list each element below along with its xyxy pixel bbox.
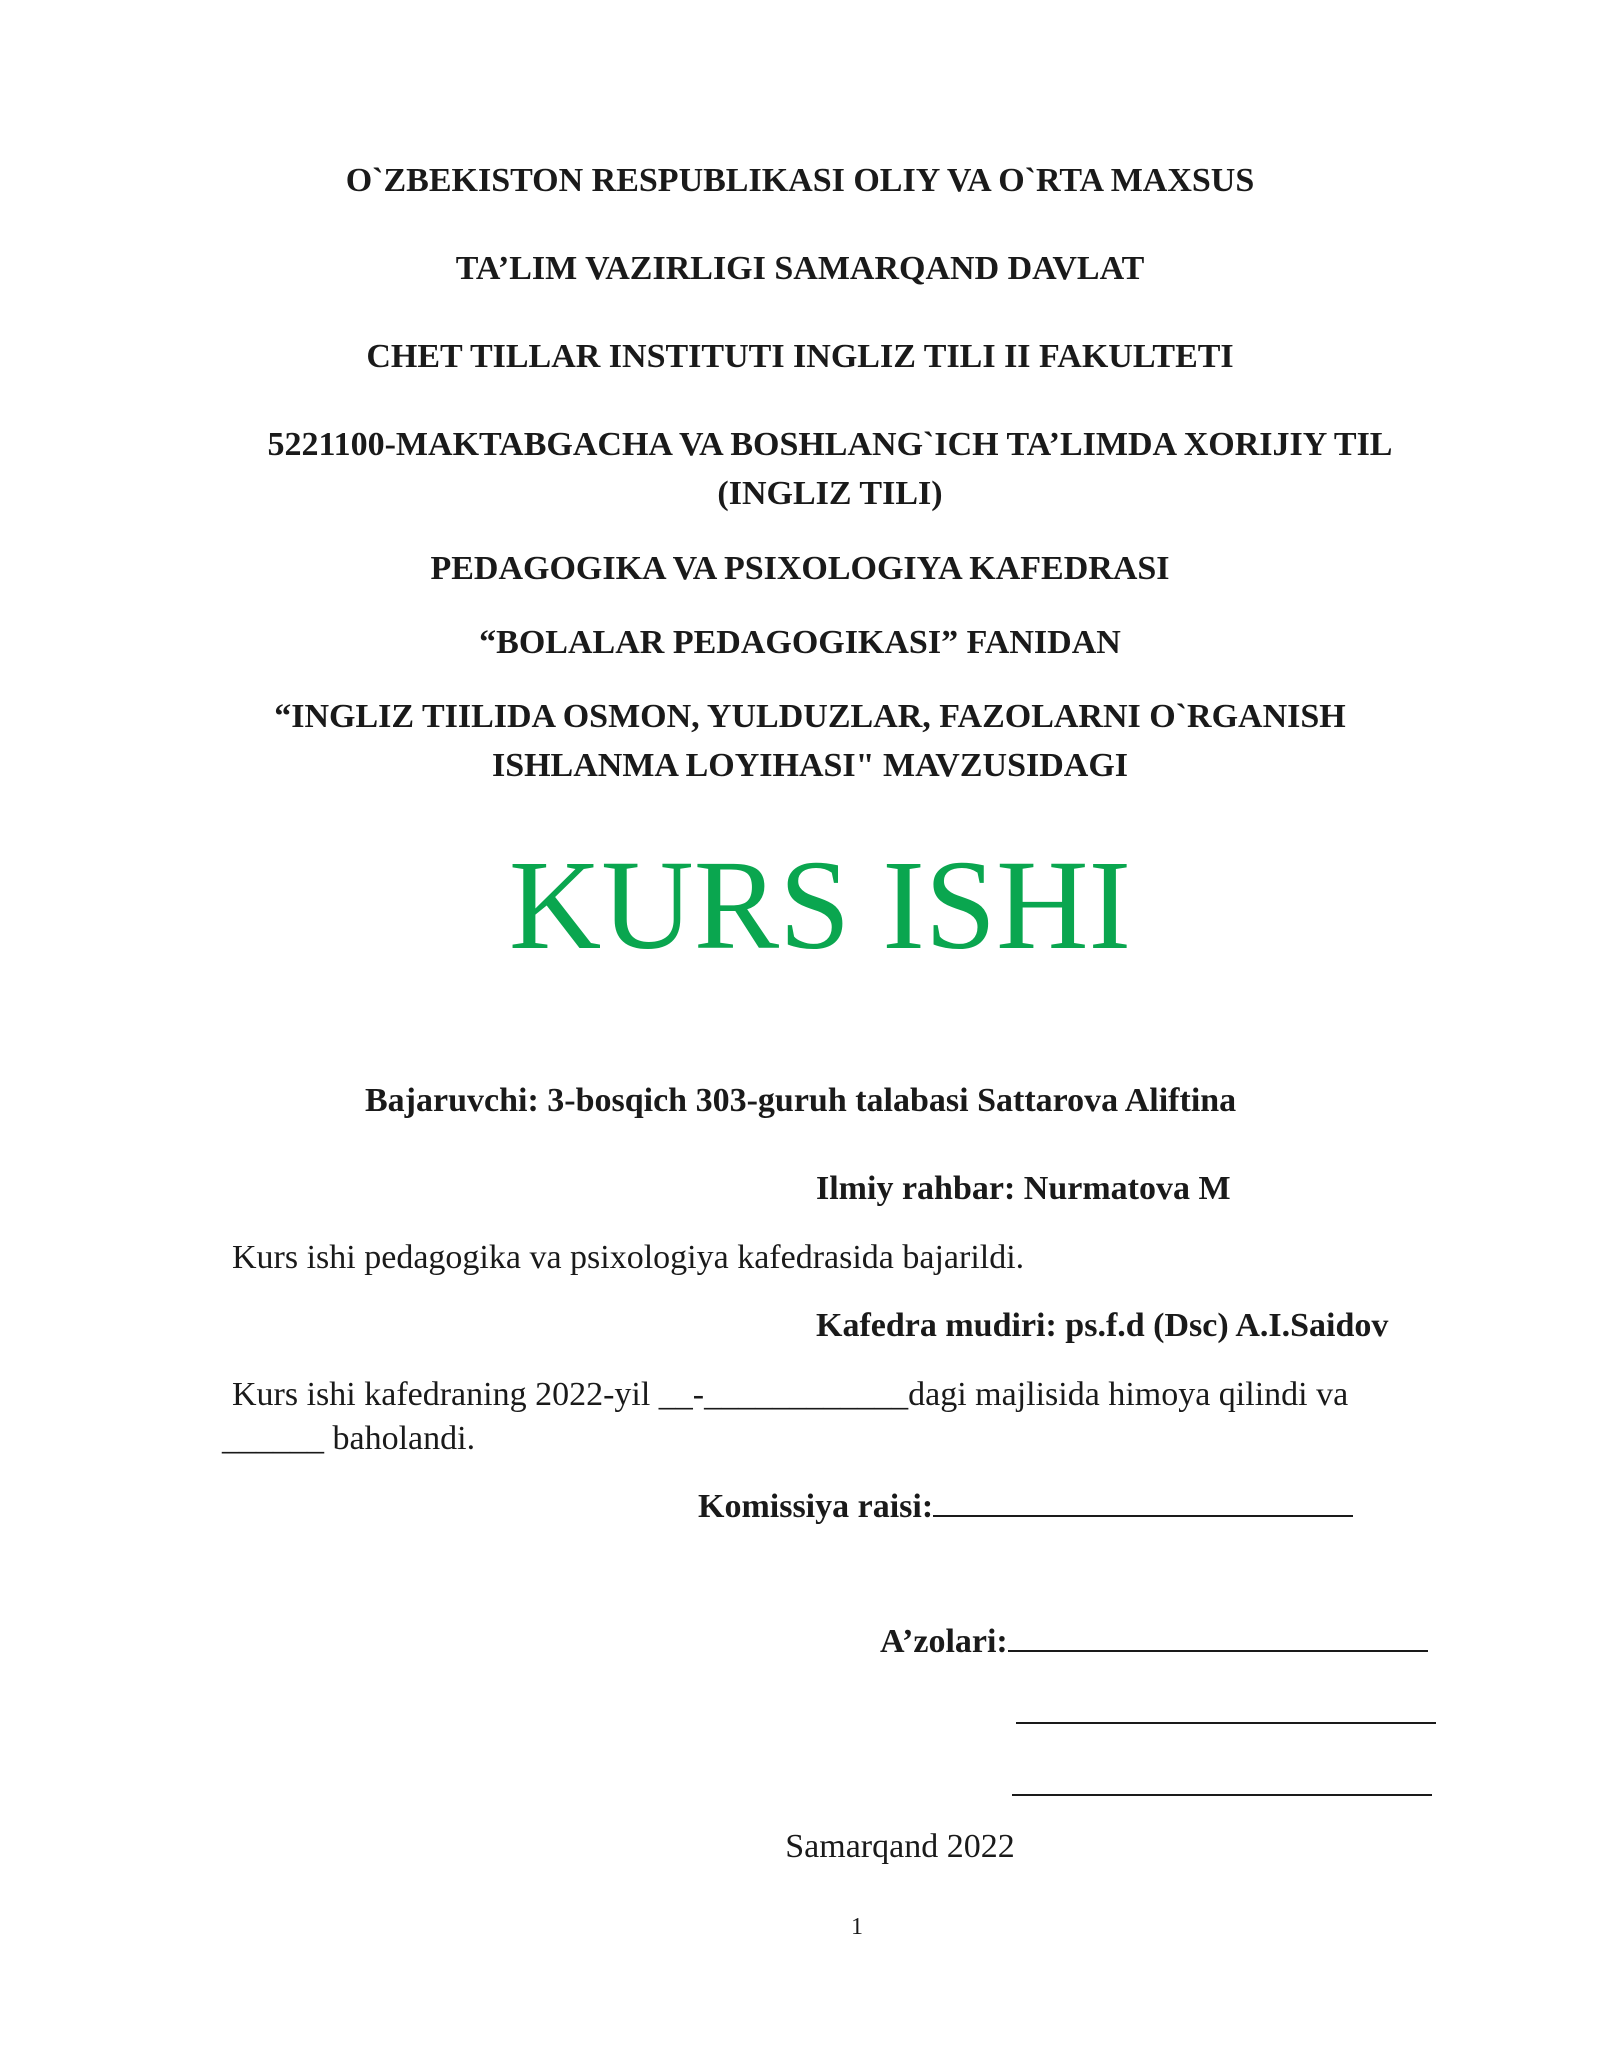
- header-line-ministry-continued: TA’LIM VAZIRLIGI SAMARQAND DAVLAT: [455, 250, 1145, 287]
- commission-chair-blank: [933, 1485, 1353, 1517]
- commission-chair-label: Komissiya raisi:: [698, 1488, 934, 1525]
- members-blank-1: [1008, 1620, 1428, 1652]
- members-line-2: [1016, 1692, 1436, 1735]
- members-label: A’zolari:: [880, 1623, 1008, 1660]
- header-line-specialty-continued: (INGLIZ TILI): [717, 475, 943, 512]
- supervisor-line: Ilmiy rahbar: Nurmatova M: [816, 1170, 1231, 1207]
- members-blank-2: [1016, 1692, 1436, 1724]
- performer-line: Bajaruvchi: 3-bosqich 303-guruh talabasi Sattarova Aliftina: [365, 1082, 1237, 1119]
- header-line-institute: CHET TILLAR INSTITUTI INGLIZ TILI II FAKULTETI: [366, 338, 1234, 375]
- department-line: PEDAGOGIKA VA PSIXOLOGIYA KAFEDRASI: [430, 550, 1170, 587]
- head-of-department-line: Kafedra mudiri: ps.f.d (Dsc) A.I.Saidov: [816, 1307, 1389, 1344]
- members-line: [880, 1620, 1428, 1663]
- members-blank-3: [1012, 1764, 1432, 1796]
- header-line-specialty: 5221100-MAKTABGACHA VA BOSHLANG`ICH TA’LIMDA XORIJIY TIL: [267, 426, 1393, 463]
- commission-chair-line: [698, 1485, 1353, 1528]
- completed-note: Kurs ishi pedagogika va psixologiya kafedrasida bajarildi.: [232, 1239, 1025, 1276]
- place-year: Samarqand 2022: [785, 1828, 1015, 1865]
- document-title: KURS ISHI: [508, 834, 1132, 976]
- topic-line: “INGLIZ TIILIDA OSMON, YULDUZLAR, FAZOLARNI O`RGANISH: [274, 698, 1346, 735]
- header-line-ministry: O`ZBEKISTON RESPUBLIKASI OLIY VA O`RTA MAXSUS: [345, 162, 1255, 199]
- defense-note-continued: ______ baholandi.: [222, 1420, 476, 1457]
- defense-note: Kurs ishi kafedraning 2022-yil __-____________dagi majlisida himoya qilindi va: [232, 1376, 1349, 1413]
- topic-line-continued: ISHLANMA LOYIHASI" MAVZUSIDAGI: [491, 747, 1129, 784]
- members-line-3: [1012, 1764, 1432, 1807]
- page-number: 1: [851, 1914, 863, 1940]
- subject-line: “BOLALAR PEDAGOGIKASI” FANIDAN: [479, 624, 1121, 661]
